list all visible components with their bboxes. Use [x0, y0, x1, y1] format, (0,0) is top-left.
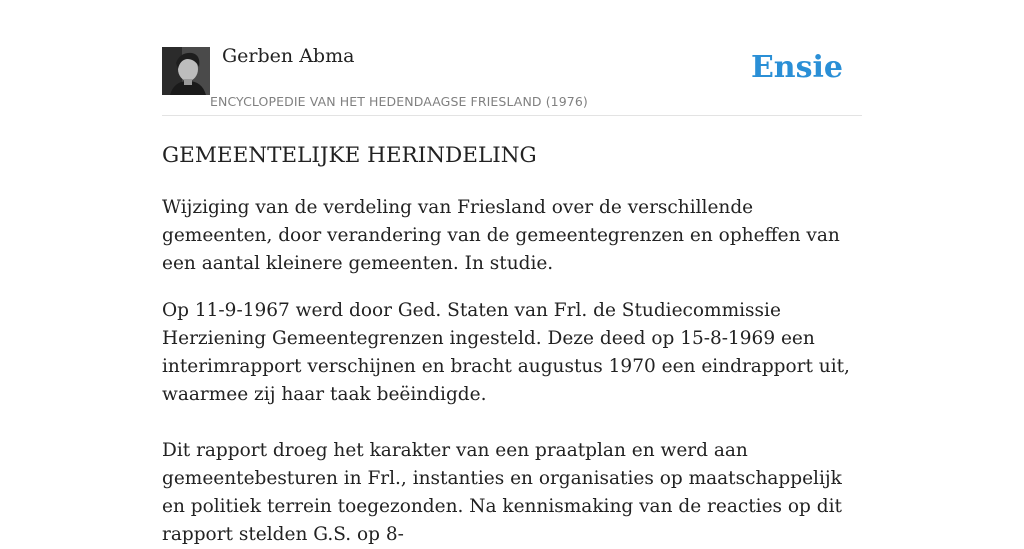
article-header [162, 0, 862, 116]
article-container [162, 0, 862, 549]
source-label[interactable]: ENCYCLOPEDIE VAN HET HEDENDAAGSE FRIESLAND (1976) [210, 94, 588, 109]
article-paragraph-3: Dit rapport droeg het karakter van een praatplan en werd aan gemeentebesturen in Frl., instanties en organisaties op maatschappelijk en politiek terrein toegezonden. Na kennismaking van de reacties op dit rapport stelden G.S. op 8- [162, 440, 842, 545]
ensie-logo[interactable]: Ensie [750, 50, 843, 85]
author-portrait-icon [162, 47, 210, 95]
article-paragraph-2: Op 11-9-1967 werd door Ged. Staten van Frl. de Studiecommissie Herziening Gemeentegrenzen ingesteld. Deze deed op 15-8-1969 een interimrapport verschijnen en bracht augustus 1970 een eindrapport uit, waarmee zij haar taak beëindigde. [162, 300, 850, 405]
article-title: GEMEENTELIJKE HERINDELING [162, 143, 537, 168]
author-avatar[interactable] [162, 47, 210, 95]
paragraph-spacer [162, 409, 862, 437]
article-paragraph-1: Wijziging van de verdeling van Friesland over de verschillende gemeenten, door verandering van de gemeentegrenzen en opheffen van een aantal kleinere gemeenten. In studie. [162, 197, 840, 274]
author-name[interactable]: Gerben Abma [222, 45, 355, 67]
